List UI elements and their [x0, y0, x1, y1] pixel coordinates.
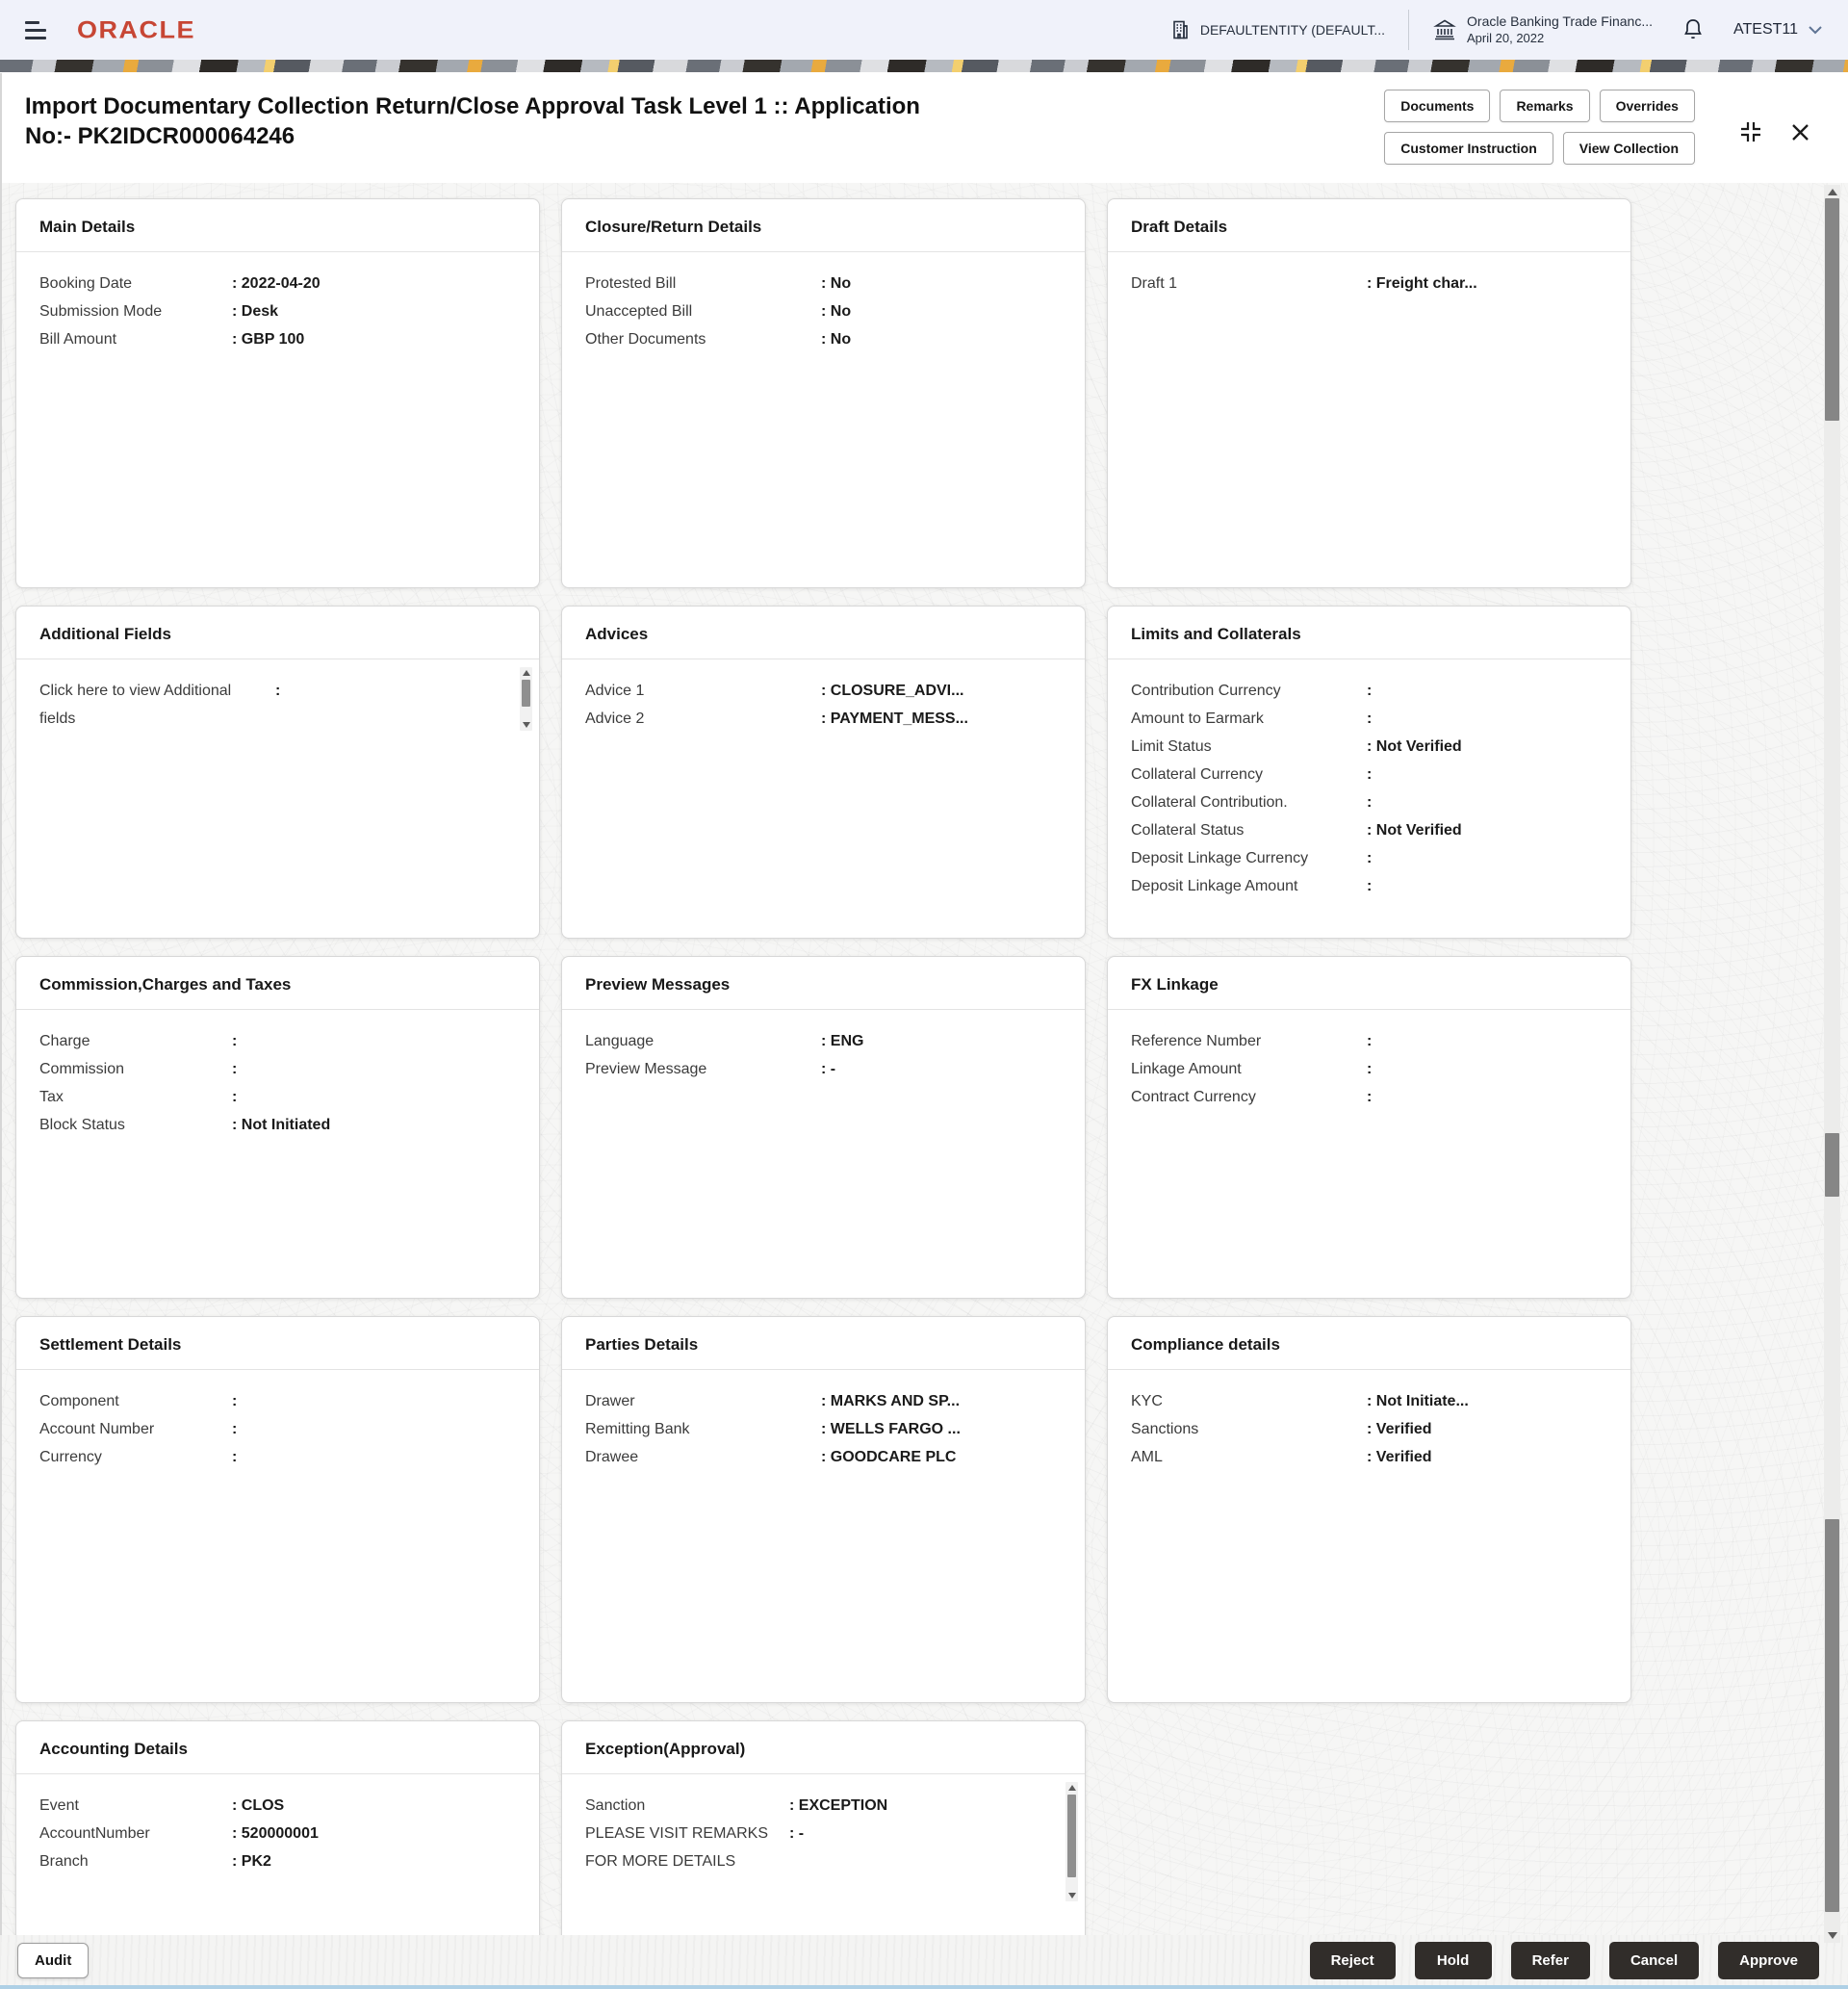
card-title: Compliance details — [1108, 1317, 1630, 1370]
card-title: Parties Details — [562, 1317, 1085, 1370]
field-value: : — [1367, 850, 1373, 866]
field-label: Event — [39, 1797, 79, 1814]
app-name: Oracle Banking Trade Financ... — [1467, 13, 1654, 29]
page-title-line1: Import Documentary Collection Return/Close Approval Task Level 1 :: Application — [25, 93, 920, 119]
application-info[interactable] — [1432, 13, 1653, 46]
field-value: : — [1367, 683, 1373, 699]
field-value: : — [1367, 1033, 1373, 1049]
page-scrollbar[interactable] — [1824, 185, 1840, 1943]
remarks-button[interactable]: Remarks — [1500, 90, 1589, 122]
card-preview-messages — [561, 956, 1086, 1299]
card-scrollbar[interactable] — [520, 667, 532, 731]
card-compliance-details — [1107, 1316, 1631, 1703]
field-value: : No — [821, 303, 852, 320]
card-main-details — [15, 198, 540, 588]
scroll-down-icon[interactable] — [1068, 1893, 1076, 1899]
field-row — [585, 1055, 1062, 1083]
page-title-line2: No:- PK2IDCR000064246 — [25, 123, 295, 149]
field-row — [1131, 1443, 1607, 1471]
card-fx-linkage — [1107, 956, 1631, 1299]
field-label: Sanction — [585, 1797, 646, 1814]
field-label: Contract Currency — [1131, 1089, 1256, 1105]
card-title: Accounting Details — [16, 1721, 539, 1774]
field-label: Charge — [39, 1033, 90, 1049]
field-row — [39, 677, 516, 733]
card-advices — [561, 606, 1086, 939]
field-value: : MARKS AND SP... — [821, 1393, 961, 1409]
field-value: : PAYMENT_MESS... — [821, 710, 968, 727]
field-row — [585, 297, 1062, 325]
card-additional-fields — [15, 606, 540, 939]
field-label: Collateral Currency — [1131, 766, 1263, 783]
field-value: : GOODCARE PLC — [821, 1449, 957, 1465]
card-settlement-details — [15, 1316, 540, 1703]
field-label: Booking Date — [39, 275, 133, 292]
field-label: Amount to Earmark — [1131, 710, 1264, 727]
field-label: Limit Status — [1131, 738, 1212, 755]
card-draft-details — [1107, 198, 1631, 588]
page-title — [25, 91, 1045, 151]
field-row — [39, 1415, 516, 1443]
decorative-strip — [0, 60, 1848, 72]
hold-button[interactable]: Hold — [1415, 1942, 1492, 1979]
bank-icon — [1432, 17, 1457, 42]
documents-button[interactable]: Documents — [1384, 90, 1490, 122]
field-value: : CLOS — [232, 1797, 285, 1814]
field-label: Language — [585, 1033, 654, 1049]
field-value: : No — [821, 331, 852, 348]
reject-button[interactable]: Reject — [1310, 1942, 1396, 1979]
scrollbar-thumb[interactable] — [522, 680, 530, 707]
cancel-button[interactable]: Cancel — [1609, 1942, 1699, 1979]
overrides-button[interactable]: Overrides — [1600, 90, 1695, 122]
field-label: Draft 1 — [1131, 275, 1178, 292]
field-label: Commission — [39, 1061, 125, 1077]
field-label: KYC — [1131, 1393, 1163, 1409]
refer-button[interactable]: Refer — [1511, 1942, 1590, 1979]
field-label: Unaccepted Bill — [585, 303, 693, 320]
field-value: : — [232, 1449, 238, 1465]
field-value: : — [1367, 710, 1373, 727]
field-row — [585, 1415, 1062, 1443]
field-row — [39, 1083, 516, 1111]
field-row — [585, 1387, 1062, 1415]
card-exception-approval — [561, 1720, 1086, 1951]
field-label: Submission Mode — [39, 303, 163, 320]
field-row — [1131, 872, 1607, 900]
card-parties-details — [561, 1316, 1086, 1703]
field-row — [1131, 1027, 1607, 1055]
footer-bar — [0, 1935, 1848, 1989]
field-label: Block Status — [39, 1117, 125, 1133]
card-title: Commission,Charges and Taxes — [16, 957, 539, 1010]
field-value: : — [232, 1061, 238, 1077]
field-label: AccountNumber — [39, 1825, 150, 1842]
field-value: : GBP 100 — [232, 331, 305, 348]
field-value: : Verified — [1367, 1421, 1432, 1437]
footer-actions — [1310, 1942, 1819, 1979]
scroll-up-icon[interactable] — [523, 670, 530, 676]
field-value: : PK2 — [232, 1853, 271, 1870]
card-title: FX Linkage — [1108, 957, 1630, 1010]
field-row — [585, 1443, 1062, 1471]
field-value: : - — [789, 1825, 805, 1842]
field-value: : — [1367, 1061, 1373, 1077]
card-commission-charges-and-taxes — [15, 956, 540, 1299]
field-value: : Verified — [1367, 1449, 1432, 1465]
field-label: Other Documents — [585, 331, 706, 348]
field-row — [585, 1027, 1062, 1055]
user-menu[interactable] — [1733, 21, 1823, 39]
field-value: : 2022-04-20 — [232, 275, 321, 292]
field-value: : — [1367, 1089, 1373, 1105]
field-value: : Freight char... — [1367, 275, 1477, 292]
field-value: : WELLS FARGO ... — [821, 1421, 961, 1437]
card-title: Advices — [562, 607, 1085, 659]
field-label: Linkage Amount — [1131, 1061, 1242, 1077]
customer-instruction-button[interactable]: Customer Instruction — [1384, 132, 1553, 165]
field-value: : Not Initiate... — [1367, 1393, 1469, 1409]
field-row — [585, 705, 1062, 733]
field-label: Tax — [39, 1089, 64, 1105]
field-value: : — [1367, 794, 1373, 811]
field-value: : — [232, 1393, 238, 1409]
additional-fields-link[interactable]: Click here to view Additional fields — [39, 683, 232, 727]
field-row — [39, 1387, 516, 1415]
scrollbar-thumb[interactable] — [1067, 1795, 1076, 1877]
window-left-edge — [0, 73, 2, 1989]
field-row — [585, 325, 1062, 353]
field-row — [1131, 1083, 1607, 1111]
field-value: : — [275, 683, 281, 699]
card-title: Settlement Details — [16, 1317, 539, 1370]
field-label: Deposit Linkage Currency — [1131, 850, 1309, 866]
field-row — [1131, 844, 1607, 872]
field-value: : — [1367, 766, 1373, 783]
field-row — [585, 270, 1062, 297]
chevron-down-icon — [1808, 25, 1823, 35]
field-value: : - — [821, 1061, 836, 1077]
field-label: Component — [39, 1393, 119, 1409]
card-scrollbar[interactable] — [1065, 1782, 1078, 1901]
field-label: Protested Bill — [585, 275, 677, 292]
scrollbar-thumb[interactable] — [1825, 1519, 1839, 1912]
bell-icon — [1681, 17, 1705, 42]
field-label: Deposit Linkage Amount — [1131, 878, 1298, 894]
cards-grid — [15, 198, 1631, 1951]
card-title: Draft Details — [1108, 199, 1630, 252]
audit-button[interactable]: Audit — [17, 1943, 89, 1978]
field-label: Branch — [39, 1853, 89, 1870]
field-label: AML — [1131, 1449, 1163, 1465]
field-value: : Not Initiated — [232, 1117, 331, 1133]
approve-button[interactable]: Approve — [1718, 1942, 1819, 1979]
field-row — [39, 1847, 516, 1875]
scrollbar-thumb[interactable] — [1825, 198, 1839, 421]
view-collection-button[interactable]: View Collection — [1563, 132, 1695, 165]
field-row — [39, 1820, 516, 1847]
field-label: Reference Number — [1131, 1033, 1262, 1049]
field-row — [39, 1792, 516, 1820]
card-title: Limits and Collaterals — [1108, 607, 1630, 659]
scroll-down-icon[interactable] — [523, 722, 530, 728]
field-row — [39, 270, 516, 297]
header-divider — [1408, 10, 1409, 50]
field-label: Advice 2 — [585, 710, 645, 727]
field-row — [39, 1111, 516, 1139]
card-title: Main Details — [16, 199, 539, 252]
card-title: Additional Fields — [16, 607, 539, 659]
card-title: Closure/Return Details — [562, 199, 1085, 252]
field-row — [1131, 761, 1607, 788]
top-bar — [0, 0, 1848, 60]
building-icon — [1169, 19, 1191, 40]
field-label: Collateral Status — [1131, 822, 1245, 839]
field-value: : — [232, 1089, 238, 1105]
entity-selector[interactable] — [1169, 19, 1385, 40]
notifications-button[interactable] — [1681, 17, 1705, 42]
field-label: Drawer — [585, 1393, 635, 1409]
field-label: Preview Message — [585, 1061, 707, 1077]
scrollbar-thumb[interactable] — [1825, 1133, 1839, 1197]
field-row — [1131, 677, 1607, 705]
field-row — [39, 1055, 516, 1083]
card-closure-return-details — [561, 198, 1086, 588]
field-row — [39, 297, 516, 325]
field-label: Sanctions — [1131, 1421, 1199, 1437]
field-row — [1131, 733, 1607, 761]
field-value: : — [232, 1033, 238, 1049]
field-row — [1131, 1415, 1607, 1443]
username: ATEST11 — [1733, 21, 1798, 38]
field-row — [1131, 816, 1607, 844]
scroll-up-icon[interactable] — [1828, 189, 1837, 195]
field-row — [585, 1820, 1062, 1875]
field-value: : 520000001 — [232, 1825, 319, 1842]
header-action-buttons — [1384, 90, 1695, 165]
field-value: : ENG — [821, 1033, 864, 1049]
field-row — [585, 677, 1062, 705]
hamburger-icon[interactable] — [25, 21, 48, 39]
field-row — [1131, 705, 1607, 733]
entity-label: DEFAULTENTITY (DEFAULT... — [1199, 22, 1386, 38]
field-label: PLEASE VISIT REMARKS FOR MORE DETAILS — [585, 1825, 768, 1870]
field-value: : Not Verified — [1367, 822, 1462, 839]
field-value: : — [1367, 878, 1373, 894]
field-row — [39, 325, 516, 353]
collapse-icon[interactable] — [1739, 120, 1762, 143]
card-accounting-details — [15, 1720, 540, 1951]
scroll-up-icon[interactable] — [1068, 1785, 1076, 1791]
field-label: Bill Amount — [39, 331, 117, 348]
field-label: Advice 1 — [585, 683, 645, 699]
card-title: Exception(Approval) — [562, 1721, 1085, 1774]
field-label: Currency — [39, 1449, 102, 1465]
field-label: Contribution Currency — [1131, 683, 1281, 699]
field-value: : Desk — [232, 303, 279, 320]
field-row — [1131, 788, 1607, 816]
field-label: Collateral Contribution. — [1131, 794, 1288, 811]
field-value: : CLOSURE_ADVI... — [821, 683, 964, 699]
field-row — [585, 1792, 1062, 1820]
field-row — [1131, 1055, 1607, 1083]
field-row — [39, 1027, 516, 1055]
field-value: : — [232, 1421, 238, 1437]
app-date: April 20, 2022 — [1467, 31, 1545, 45]
field-row — [1131, 270, 1607, 297]
field-label: Remitting Bank — [585, 1421, 690, 1437]
field-label: Account Number — [39, 1421, 155, 1437]
field-value: : Not Verified — [1367, 738, 1462, 755]
field-value: : No — [821, 275, 852, 292]
field-row — [1131, 1387, 1607, 1415]
close-icon[interactable] — [1791, 123, 1810, 142]
field-label: Drawee — [585, 1449, 639, 1465]
field-value: : EXCEPTION — [789, 1797, 888, 1814]
oracle-logo: ORACLE — [77, 15, 195, 43]
task-header — [0, 72, 1848, 183]
card-limits-and-collaterals — [1107, 606, 1631, 939]
scroll-down-icon[interactable] — [1828, 1932, 1837, 1939]
field-row — [39, 1443, 516, 1471]
card-title: Preview Messages — [562, 957, 1085, 1010]
